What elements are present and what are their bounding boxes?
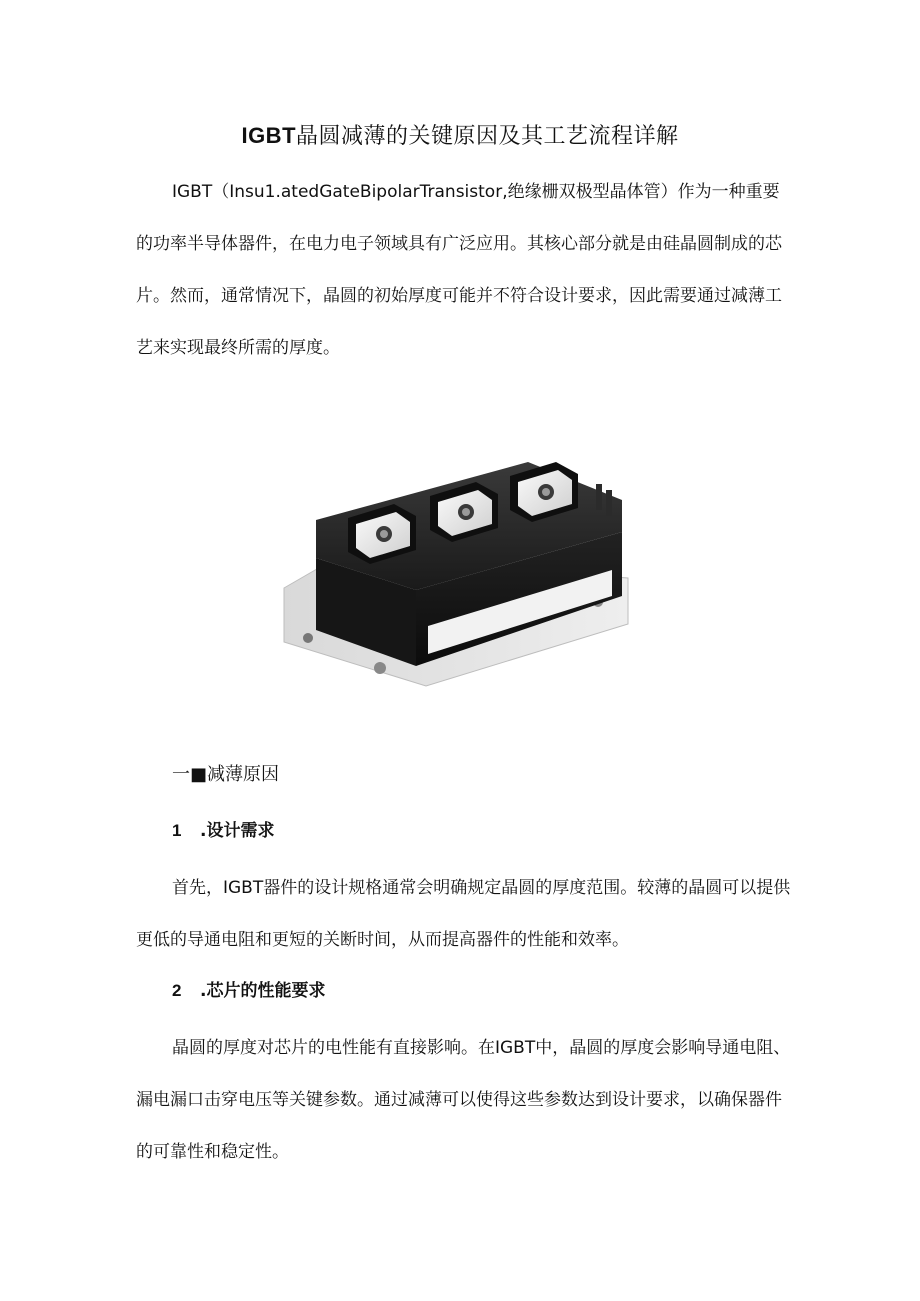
subsection-2-body: 晶圆的厚度对芯片的电性能有直接影响。在IGBT中，晶圆的厚度会影响导通电阻、漏电漏口击穿电压等关键参数。通过减薄可以使得这些参数达到设计要求，以确保器件的可靠性和稳定性。 — [136, 1038, 791, 1162]
subsection-2-title — [172, 976, 325, 1006]
document-title — [0, 118, 920, 155]
subsection-1-body: 首先，IGBT器件的设计规格通常会明确规定晶圆的厚度范围。较薄的晶圆可以提供更低的导通电阻和更短的关断时间，从而提高器件的性能和效率。 — [136, 878, 791, 950]
title-prefix: IGBT — [241, 123, 297, 148]
section-heading: 一■减薄原因 — [172, 764, 280, 785]
subsection-1-title — [172, 816, 274, 846]
subsection-2-label: .芯片的性能要求 — [200, 981, 326, 1001]
subsection-2-number: 2 — [172, 981, 182, 1000]
title-text: 晶圆减薄的关键原因及其工艺流程详解 — [296, 124, 679, 149]
subsection-1-label: .设计需求 — [200, 821, 275, 841]
intro-paragraph: IGBT（Insu1.atedGateBipolarTransistor,绝缘栅双极型晶体管）作为一种重要的功率半导体器件，在电力电子领域具有广泛应用。其核心部分就是由硅晶圆制成的芯片。然而，通常情况下，晶圆的初始厚度可能并不符合设计要求，因此需要通过减薄工艺来实现最终所需的厚度。 — [136, 182, 782, 358]
igbt-module-photo-icon — [276, 446, 640, 702]
subsection-1-number: 1 — [172, 821, 182, 840]
